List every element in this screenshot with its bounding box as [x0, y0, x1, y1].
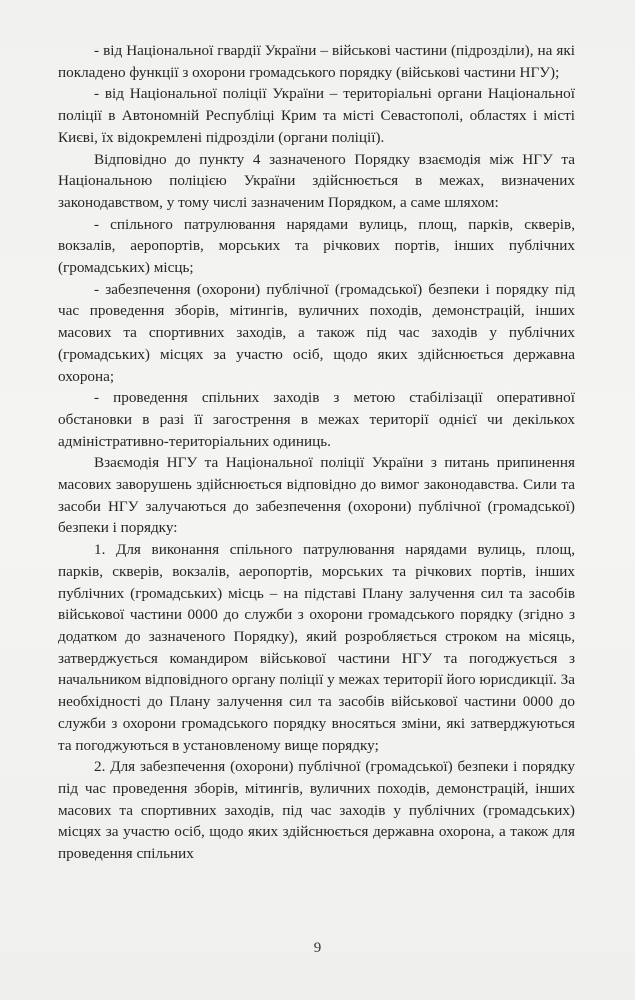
- paragraph-joint-measures: - проведення спільних заходів з метою стабілізації оперативної обстановки в разі її загострення в межах території однієї чи декількох адміністративно-територіальних одиниць.: [58, 389, 575, 450]
- paragraph-item-1: 1. Для виконання спільного патрулювання нарядами вулиць, площ, парків, скверів, вокзалів, аеропортів, морських та річкових портів, інших публічних (громадських) місць – на підставі Плану залучення сил та засобів військової частини 0000 до служби з охорони громадського порядку (згідно з додатком до зазначеного Порядку), який розробляється строком на місяць, затверджується командиром військової частини НГУ та погоджується з начальником відповідного органу поліції у межах території його юрисдикції. За необхідності до Плану залучення сил та засобів військової частини 0000 до служби з охорони громадського порядку вносяться зміни, які затверджуються та погоджуються в установленому вище порядку;: [58, 541, 575, 754]
- paragraph-joint-patrol: - спільного патрулювання нарядами вулиць, площ, парків, скверів, вокзалів, аеропортів, морських та річкових портів, інших публічних (громадських) місць;: [58, 215, 575, 277]
- paragraph-mass-riots: Взаємодія НГУ та Національної поліції України з питань припинення масових заворушень здійснюється відповідно до вимог законодавства. Сили та засоби НГУ залучаються до забезпечення (охорони) публічної (громадської) безпеки і порядку:: [58, 454, 575, 537]
- page-number: 9: [313, 940, 322, 956]
- paragraph-interaction-intro: Відповідно до пункту 4 зазначеного Порядку взаємодія між НГУ та Національною поліцією України здійснюється в межах, визначених законодавством, у тому числі зазначеним Порядком, а саме шляхом:: [58, 150, 575, 211]
- paragraph-item-2: 2. Для забезпечення (охорони) публічної (громадської) безпеки і порядку під час проведення зборів, мітингів, вуличних походів, демонстрацій, інших масових та спортивних заходів, під час заходів у публічних (громадських) місцях за участю осіб, щодо яких здійснюється державна охорона, а також для проведення спільних: [58, 758, 575, 863]
- document-body: [58, 40, 575, 865]
- paragraph-ngu-units: - від Національної гвардії України – військові частини (підрозділи), на які покладено функції з охорони громадського порядку (військові частини НГУ);: [58, 42, 575, 81]
- paragraph-police-units: - від Національної поліції України – територіальні органи Національної поліції в Автономній Республіці Крим та місті Севастополі, областях і місті Києві, їх відокремлені підрозділи (органи поліції).: [58, 85, 575, 146]
- paragraph-public-safety: - забезпечення (охорони) публічної (громадської) безпеки і порядку під час проведення зборів, мітингів, вуличних походів, демонстрацій, інших масових та спортивних заходів, а також під час заходів у публічних (громадських) місцях за участю осіб, щодо яких здійснюється державна охорона;: [58, 280, 575, 385]
